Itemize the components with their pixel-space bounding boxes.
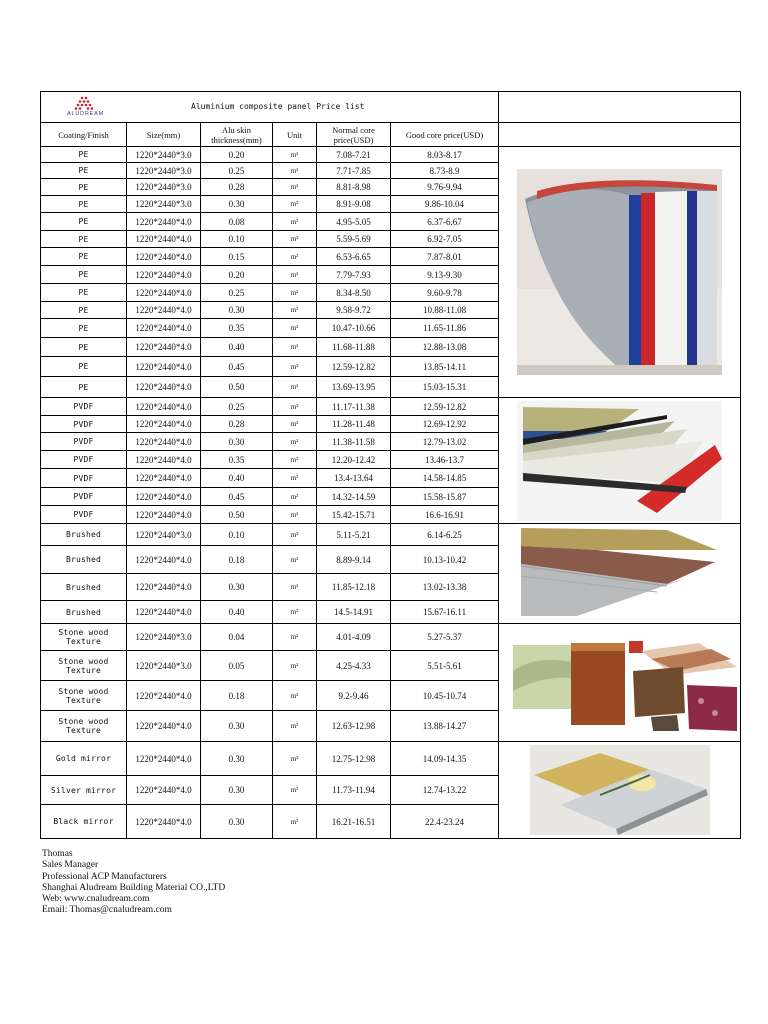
normal-price-cell: 11.28-11.48 <box>317 416 391 433</box>
coating-cell: PE <box>41 357 127 377</box>
contact-footer <box>42 849 225 917</box>
col-header-unit: Unit <box>273 123 317 147</box>
coating-cell: PE <box>41 284 127 302</box>
size-cell: 1220*2440*4.0 <box>127 506 201 524</box>
thickness-cell: 0.25 <box>201 398 273 416</box>
normal-price-cell: 13.4-13.64 <box>317 469 391 488</box>
normal-price-cell: 12.59-12.82 <box>317 357 391 377</box>
col-header-thickness: Alu skin thickness(mm) <box>201 123 273 147</box>
normal-price-cell: 11.17-11.38 <box>317 398 391 416</box>
thickness-cell: 0.18 <box>201 681 273 711</box>
thickness-cell: 0.25 <box>201 163 273 179</box>
unit-cell: m² <box>273 776 317 805</box>
thickness-cell: 0.20 <box>201 147 273 163</box>
size-cell: 1220*2440*4.0 <box>127 742 201 776</box>
coating-cell: Brushed <box>41 574 127 601</box>
coating-cell: PE <box>41 163 127 179</box>
thickness-cell: 0.30 <box>201 433 273 451</box>
size-cell: 1220*2440*4.0 <box>127 284 201 302</box>
unit-cell: m² <box>273 377 317 398</box>
size-cell: 1220*2440*4.0 <box>127 248 201 266</box>
coating-cell: PE <box>41 179 127 196</box>
thickness-cell: 0.30 <box>201 711 273 742</box>
normal-price-cell: 12.63-12.98 <box>317 711 391 742</box>
coating-cell: Brushed <box>41 524 127 546</box>
good-price-cell: 13.46-13.7 <box>391 451 499 469</box>
unit-cell: m² <box>273 451 317 469</box>
normal-price-cell: 10.47-10.66 <box>317 319 391 338</box>
normal-price-cell: 9.2-9.46 <box>317 681 391 711</box>
coating-cell: PE <box>41 248 127 266</box>
table-row <box>41 398 741 416</box>
size-cell: 1220*2440*4.0 <box>127 416 201 433</box>
good-price-cell: 10.45-10.74 <box>391 681 499 711</box>
contact-email[interactable]: Email: Thomas@cnaludream.com <box>42 905 172 916</box>
good-price-cell: 8.03-8.17 <box>391 147 499 163</box>
size-cell: 1220*2440*4.0 <box>127 319 201 338</box>
thickness-cell: 0.45 <box>201 357 273 377</box>
col-header-good-price: Good core price(USD) <box>391 123 499 147</box>
header-blank-cell <box>499 92 741 123</box>
contact-web[interactable]: Web: www.cnaludream.com <box>42 894 150 905</box>
good-price-cell: 13.88-14.27 <box>391 711 499 742</box>
col-header-size: Size(mm) <box>127 123 201 147</box>
page-title: Aluminium composite panel Price list <box>191 102 365 111</box>
thickness-cell: 0.45 <box>201 488 273 506</box>
size-cell: 1220*2440*4.0 <box>127 433 201 451</box>
unit-cell: m² <box>273 488 317 506</box>
good-price-cell: 12.88-13.08 <box>391 338 499 357</box>
good-price-cell: 13.02-13.38 <box>391 574 499 601</box>
table-row <box>41 147 741 163</box>
coating-cell: PVDF <box>41 398 127 416</box>
product-image-cell <box>499 624 741 742</box>
size-cell: 1220*2440*4.0 <box>127 711 201 742</box>
thickness-cell: 0.28 <box>201 416 273 433</box>
thickness-cell: 0.18 <box>201 546 273 574</box>
coating-cell: PE <box>41 266 127 284</box>
size-cell: 1220*2440*3.0 <box>127 524 201 546</box>
title-cell <box>41 92 499 123</box>
unit-cell: m² <box>273 266 317 284</box>
thickness-cell: 0.10 <box>201 231 273 248</box>
normal-price-cell: 11.73-11.94 <box>317 776 391 805</box>
unit-cell: m² <box>273 601 317 624</box>
thickness-cell: 0.30 <box>201 742 273 776</box>
thickness-cell: 0.30 <box>201 776 273 805</box>
size-cell: 1220*2440*4.0 <box>127 451 201 469</box>
coating-cell: PE <box>41 338 127 357</box>
size-cell: 1220*2440*3.0 <box>127 651 201 681</box>
good-price-cell: 13.85-14.11 <box>391 357 499 377</box>
normal-price-cell: 9.58-9.72 <box>317 302 391 319</box>
thickness-cell: 0.50 <box>201 377 273 398</box>
thickness-cell: 0.40 <box>201 469 273 488</box>
product-image-cell <box>499 742 741 839</box>
good-price-cell: 9.86-10.04 <box>391 196 499 213</box>
thickness-cell: 0.40 <box>201 601 273 624</box>
good-price-cell: 6.14-6.25 <box>391 524 499 546</box>
normal-price-cell: 7.71-7.85 <box>317 163 391 179</box>
good-price-cell: 12.74-13.22 <box>391 776 499 805</box>
coating-cell: PE <box>41 319 127 338</box>
unit-cell: m² <box>273 163 317 179</box>
coating-cell: Stone wood Texture <box>41 681 127 711</box>
thickness-cell: 0.30 <box>201 196 273 213</box>
unit-cell: m² <box>273 179 317 196</box>
size-cell: 1220*2440*3.0 <box>127 196 201 213</box>
size-cell: 1220*2440*4.0 <box>127 302 201 319</box>
thickness-cell: 0.35 <box>201 319 273 338</box>
normal-price-cell: 6.53-6.65 <box>317 248 391 266</box>
normal-price-cell: 7.08-7.21 <box>317 147 391 163</box>
table-row <box>41 742 741 776</box>
table-row <box>41 524 741 546</box>
size-cell: 1220*2440*4.0 <box>127 377 201 398</box>
good-price-cell: 22.4-23.24 <box>391 805 499 839</box>
size-cell: 1220*2440*4.0 <box>127 681 201 711</box>
good-price-cell: 10.88-11.08 <box>391 302 499 319</box>
aludream-logo <box>63 95 113 119</box>
thickness-cell: 0.30 <box>201 302 273 319</box>
normal-price-cell: 8.81-8.98 <box>317 179 391 196</box>
good-price-cell: 5.51-5.61 <box>391 651 499 681</box>
coating-cell: PVDF <box>41 416 127 433</box>
normal-price-cell: 13.69-13.95 <box>317 377 391 398</box>
pvdf-panels-image <box>517 401 722 521</box>
size-cell: 1220*2440*4.0 <box>127 338 201 357</box>
normal-price-cell: 5.59-5.69 <box>317 231 391 248</box>
coating-cell: Gold mirror <box>41 742 127 776</box>
unit-cell: m² <box>273 681 317 711</box>
unit-cell: m² <box>273 742 317 776</box>
thickness-cell: 0.30 <box>201 574 273 601</box>
unit-cell: m² <box>273 651 317 681</box>
coating-cell: Silver mirror <box>41 776 127 805</box>
coating-cell: Stone wood Texture <box>41 624 127 651</box>
size-cell: 1220*2440*4.0 <box>127 805 201 839</box>
unit-cell: m² <box>273 357 317 377</box>
normal-price-cell: 16.21-16.51 <box>317 805 391 839</box>
thickness-cell: 0.10 <box>201 524 273 546</box>
coating-cell: PE <box>41 196 127 213</box>
size-cell: 1220*2440*4.0 <box>127 469 201 488</box>
coating-cell: Stone wood Texture <box>41 651 127 681</box>
stone-wood-panels-image <box>501 631 739 735</box>
coating-cell: Stone wood Texture <box>41 711 127 742</box>
unit-cell: m² <box>273 574 317 601</box>
coating-cell: PE <box>41 231 127 248</box>
good-price-cell: 6.37-6.67 <box>391 213 499 231</box>
size-cell: 1220*2440*3.0 <box>127 163 201 179</box>
unit-cell: m² <box>273 338 317 357</box>
coating-cell: PE <box>41 147 127 163</box>
thickness-cell: 0.30 <box>201 805 273 839</box>
unit-cell: m² <box>273 147 317 163</box>
size-cell: 1220*2440*4.0 <box>127 357 201 377</box>
unit-cell: m² <box>273 469 317 488</box>
size-cell: 1220*2440*4.0 <box>127 398 201 416</box>
normal-price-cell: 11.85-12.18 <box>317 574 391 601</box>
thickness-cell: 0.20 <box>201 266 273 284</box>
normal-price-cell: 7.79-7.93 <box>317 266 391 284</box>
size-cell: 1220*2440*4.0 <box>127 601 201 624</box>
unit-cell: m² <box>273 416 317 433</box>
size-cell: 1220*2440*3.0 <box>127 147 201 163</box>
good-price-cell: 12.79-13.02 <box>391 433 499 451</box>
unit-cell: m² <box>273 302 317 319</box>
unit-cell: m² <box>273 231 317 248</box>
good-price-cell: 12.59-12.82 <box>391 398 499 416</box>
good-price-cell: 9.76-9.94 <box>391 179 499 196</box>
size-cell: 1220*2440*4.0 <box>127 546 201 574</box>
coating-cell: Brushed <box>41 601 127 624</box>
unit-cell: m² <box>273 546 317 574</box>
contact-name: Thomas <box>42 849 73 859</box>
good-price-cell: 10.13-10.42 <box>391 546 499 574</box>
col-header-image <box>499 123 741 147</box>
col-header-coating: Coating/Finish <box>41 123 127 147</box>
normal-price-cell: 11.68-11.88 <box>317 338 391 357</box>
size-cell: 1220*2440*4.0 <box>127 231 201 248</box>
good-price-cell: 16.6-16.91 <box>391 506 499 524</box>
coating-cell: PVDF <box>41 488 127 506</box>
size-cell: 1220*2440*4.0 <box>127 488 201 506</box>
coating-cell: PVDF <box>41 469 127 488</box>
col-header-normal-price: Normal core price(USD) <box>317 123 391 147</box>
good-price-cell: 14.09-14.35 <box>391 742 499 776</box>
normal-price-cell: 15.42-15.71 <box>317 506 391 524</box>
normal-price-cell: 8.91-9.08 <box>317 196 391 213</box>
normal-price-cell: 14.32-14.59 <box>317 488 391 506</box>
size-cell: 1220*2440*3.0 <box>127 624 201 651</box>
good-price-cell: 9.13-9.30 <box>391 266 499 284</box>
thickness-cell: 0.15 <box>201 248 273 266</box>
thickness-cell: 0.08 <box>201 213 273 231</box>
pe-panels-image <box>517 169 722 375</box>
price-table <box>40 91 741 839</box>
coating-cell: Black mirror <box>41 805 127 839</box>
contact-tagline: Professional ACP Manufacturers <box>42 871 167 882</box>
table-row <box>41 624 741 651</box>
product-image-cell <box>499 398 741 524</box>
normal-price-cell: 5.11-5.21 <box>317 524 391 546</box>
good-price-cell: 12.69-12.92 <box>391 416 499 433</box>
size-cell: 1220*2440*4.0 <box>127 213 201 231</box>
coating-cell: PVDF <box>41 433 127 451</box>
unit-cell: m² <box>273 711 317 742</box>
mirror-panels-image <box>530 745 710 835</box>
contact-role: Sales Manager <box>42 860 99 871</box>
logo-wordmark: ALUDREAM <box>67 111 104 117</box>
good-price-cell: 7.87-8.01 <box>391 248 499 266</box>
normal-price-cell: 8.34-8.50 <box>317 284 391 302</box>
product-image-cell <box>499 524 741 624</box>
coating-cell: PE <box>41 302 127 319</box>
unit-cell: m² <box>273 319 317 338</box>
good-price-cell: 15.03-15.31 <box>391 377 499 398</box>
normal-price-cell: 8.89-9.14 <box>317 546 391 574</box>
normal-price-cell: 12.20-12.42 <box>317 451 391 469</box>
unit-cell: m² <box>273 433 317 451</box>
normal-price-cell: 4.25-4.33 <box>317 651 391 681</box>
coating-cell: PE <box>41 213 127 231</box>
unit-cell: m² <box>273 284 317 302</box>
good-price-cell: 6.92-7.05 <box>391 231 499 248</box>
thickness-cell: 0.25 <box>201 284 273 302</box>
unit-cell: m² <box>273 248 317 266</box>
normal-price-cell: 12.75-12.98 <box>317 742 391 776</box>
normal-price-cell: 11.38-11.58 <box>317 433 391 451</box>
price-list-sheet <box>40 91 740 839</box>
normal-price-cell: 4.01-4.09 <box>317 624 391 651</box>
coating-cell: PVDF <box>41 506 127 524</box>
coating-cell: PE <box>41 377 127 398</box>
good-price-cell: 8.73-8.9 <box>391 163 499 179</box>
unit-cell: m² <box>273 506 317 524</box>
coating-cell: Brushed <box>41 546 127 574</box>
normal-price-cell: 14.5-14.91 <box>317 601 391 624</box>
size-cell: 1220*2440*3.0 <box>127 179 201 196</box>
unit-cell: m² <box>273 805 317 839</box>
thickness-cell: 0.28 <box>201 179 273 196</box>
thickness-cell: 0.50 <box>201 506 273 524</box>
size-cell: 1220*2440*4.0 <box>127 266 201 284</box>
thickness-cell: 0.40 <box>201 338 273 357</box>
good-price-cell: 15.67-16.11 <box>391 601 499 624</box>
size-cell: 1220*2440*4.0 <box>127 776 201 805</box>
contact-company: Shanghai Aludream Building Material CO.,LTD <box>42 882 226 893</box>
good-price-cell: 9.60-9.78 <box>391 284 499 302</box>
size-cell: 1220*2440*4.0 <box>127 574 201 601</box>
good-price-cell: 14.58-14.85 <box>391 469 499 488</box>
good-price-cell: 11.65-11.86 <box>391 319 499 338</box>
unit-cell: m² <box>273 524 317 546</box>
unit-cell: m² <box>273 213 317 231</box>
thickness-cell: 0.05 <box>201 651 273 681</box>
good-price-cell: 5.27-5.37 <box>391 624 499 651</box>
thickness-cell: 0.35 <box>201 451 273 469</box>
unit-cell: m² <box>273 196 317 213</box>
unit-cell: m² <box>273 624 317 651</box>
product-image-cell <box>499 147 741 398</box>
thickness-cell: 0.04 <box>201 624 273 651</box>
coating-cell: PVDF <box>41 451 127 469</box>
good-price-cell: 15.58-15.87 <box>391 488 499 506</box>
brushed-panels-image <box>517 526 722 622</box>
normal-price-cell: 4.95-5.05 <box>317 213 391 231</box>
unit-cell: m² <box>273 398 317 416</box>
